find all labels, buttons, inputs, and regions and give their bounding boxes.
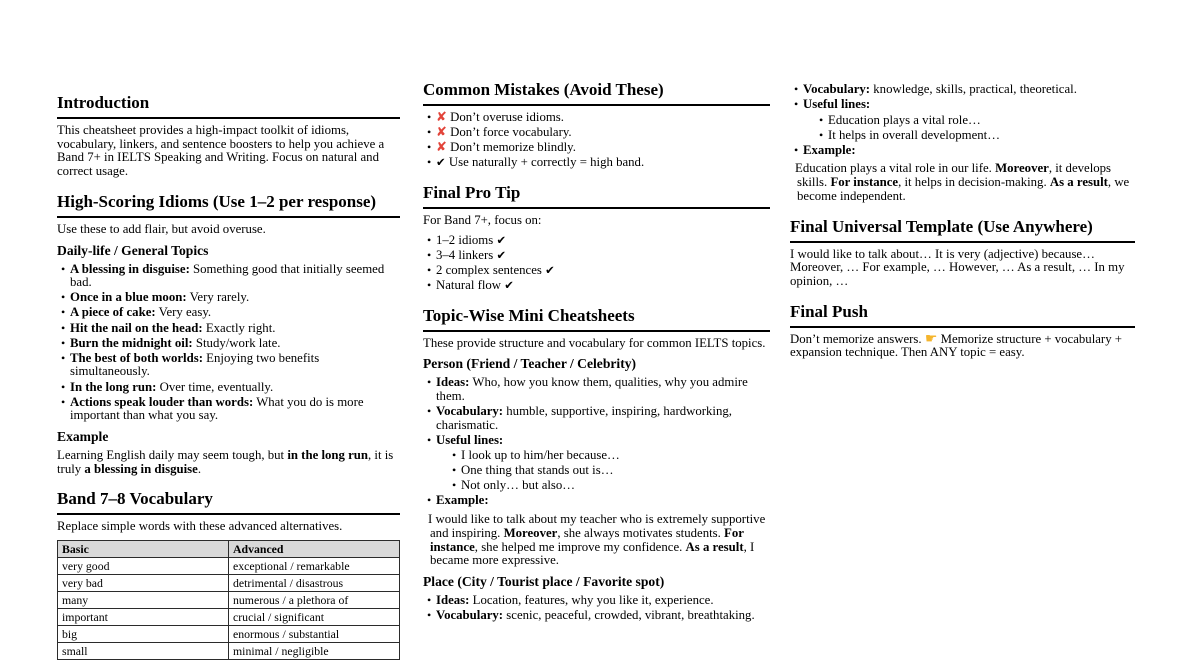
example-label: Example: [803,142,856,157]
example-bold: As a result [685,539,744,554]
check-icon: ✔ [496,247,507,262]
list-item [57,306,400,320]
table-cell: detrimental / disastrous [229,575,400,592]
push-text: Don’t memorize answers. [790,331,925,346]
ideas-text: Who, how you know them, qualities, why you admire them. [436,375,748,404]
list-item [57,322,400,336]
vocabulary-text: humble, supportive, inspiring, hardworking, charismatic. [436,404,732,432]
example-label: Example: [436,493,489,508]
example-bold: As a result [1049,175,1108,190]
list-item [57,337,400,351]
table-cell: enormous / substantial [229,626,400,643]
example-bold: For instance [830,175,899,190]
vocabulary-label: Vocabulary: [436,404,504,419]
list-item [423,156,770,170]
idioms-subheading: Daily-life / General Topics [57,242,209,258]
example-bold: Moreover [995,161,1049,176]
table-row [58,575,400,592]
idiom-definition: Very easy. [158,305,212,320]
list-item [423,111,770,125]
example-text: . [197,461,202,476]
protip-text: 2 complex sentences [436,262,542,277]
example-bold: in the long run [287,448,369,463]
education-example-paragraph [790,162,1135,203]
column-right [790,82,1135,366]
template-paragraph: I would like to talk about… It is very (adjective) because… Moreover, … For example, … However, … As a result, … In my opinion, … [790,246,1125,289]
protip-text: 3–4 linkers [436,247,494,262]
list-item [790,83,1135,97]
protip-heading: Final Pro Tip [423,183,770,209]
idiom-list [57,263,400,423]
idiom-definition: Enjoying two benefits simultaneously. [70,350,320,379]
person-example-paragraph [423,513,770,568]
idiom-term: The best of both worlds: [70,350,203,365]
idiom-term: Once in a blue moon: [70,290,187,305]
idiom-definition: Study/work late. [195,335,281,350]
example-text: , it is truly [57,448,394,476]
topicwise-intro: These provide structure and vocabulary for common IELTS topics. [423,335,766,350]
useful-line-text: Not only… but also… [461,478,576,493]
example-text: , she helped me improve my confidence. [474,539,686,554]
example-subheading: Example [57,429,109,445]
idiom-definition: Something good that initially seemed bad. [70,261,385,290]
list-item [423,609,770,623]
idiom-term: A blessing in disguise: [70,261,190,276]
table-row [58,592,400,609]
example-text: , we become independent. [797,175,1130,203]
vocabulary-intro: Replace simple words with these advanced alternatives. [57,519,343,534]
mistakes-list [423,111,770,170]
example-text: , she always motivates students. [557,525,725,540]
protip-list [423,234,770,293]
idiom-definition: Over time, eventually. [159,379,274,394]
list-item [448,464,770,478]
table-cell: very good [58,558,229,575]
list-item [57,352,400,379]
table-cell: crucial / significant [229,609,400,626]
example-text: Education plays a vital role in our life. [795,161,996,176]
example-bold: Moreover [503,525,558,540]
push-heading: Final Push [790,302,1135,328]
column-middle [423,80,770,628]
template-heading: Final Universal Template (Use Anywhere) [790,217,1135,243]
example-text: Learning English daily may seem tough, but [57,448,288,463]
table-cell: many [58,592,229,609]
list-item [423,234,770,248]
person-subheading: Person (Friend / Teacher / Celebrity) [423,356,637,372]
mistake-text: Don’t force vocabulary. [450,125,572,140]
list-item [57,381,400,395]
mistakes-heading: Common Mistakes (Avoid These) [423,80,770,106]
example-text: , it helps in decision-making. [898,175,1050,190]
table-cell: big [58,626,229,643]
idiom-definition: Very rarely. [189,290,250,305]
protip-text: 1–2 idioms [436,232,494,247]
list-item [423,494,770,508]
table-row [58,643,400,660]
table-cell: numerous / a plethora of [229,592,400,609]
list-item [448,449,770,463]
vocabulary-table [57,540,400,660]
list-item [423,126,770,140]
example-bold: For instance [430,525,744,554]
vocabulary-text: scenic, peaceful, crowded, vibrant, breathtaking. [506,608,755,623]
example-text: , I became more expressive. [430,539,755,568]
list-item [815,129,1135,143]
ideas-label: Ideas: [436,375,470,390]
list-item [448,479,770,493]
check-icon: ✔ [545,262,555,277]
table-cell: minimal / negligible [229,643,400,660]
idiom-definition: What you do is more important than what you say. [70,394,364,423]
tip-text: Use naturally + correctly = high band. [448,155,645,170]
list-item [423,279,770,293]
cross-icon: ✘ [436,140,447,156]
cross-icon: ✘ [436,110,447,126]
table-cell: small [58,643,229,660]
vocabulary-heading: Band 7–8 Vocabulary [57,489,400,515]
useful-lines-label: Useful lines: [436,433,504,448]
useful-lines-label: Useful lines: [803,97,871,112]
list-item [423,594,770,608]
list-item [423,405,770,432]
education-topic-list [790,83,1135,157]
example-text: , it develops skills. [797,161,1112,190]
vocabulary-text: knowledge, skills, practical, theoretical. [873,82,1077,97]
push-paragraph [790,330,1135,360]
cross-icon: ✘ [436,125,447,141]
idiom-term: In the long run: [70,379,157,394]
list-item [423,434,770,493]
protip-intro: For Band 7+, focus on: [423,213,542,228]
example-bold: a blessing in disguise [84,461,198,476]
mistake-text: Don’t overuse idioms. [450,110,564,125]
idiom-term: Actions speak louder than words: [70,394,254,409]
introduction-paragraph: This cheatsheet provides a high-impact toolkit of idioms, vocabulary, linkers, and sentence boosters to help you achieve a Band 7+ in IELTS Speaking and Writing. Focus on natural and correct usage. [57,123,385,179]
column-left [57,93,400,660]
introduction-heading: Introduction [57,93,400,119]
push-text: Memorize structure + vocabulary + expansion technique. Then ANY topic = easy. [790,331,1123,360]
vocabulary-label: Vocabulary: [436,608,504,623]
table-cell: very bad [58,575,229,592]
idioms-heading: High-Scoring Idioms (Use 1–2 per response) [57,192,400,218]
example-text: I would like to talk about my teacher who is extremely supportive and inspiring. [428,512,766,540]
list-item [423,141,770,155]
place-list [423,594,770,623]
mistake-text: Don’t memorize blindly. [450,140,576,155]
idiom-example-paragraph [57,449,400,476]
idioms-intro: Use these to add flair, but avoid overuse. [57,221,266,236]
idiom-term: A piece of cake: [70,305,156,320]
table-cell: exceptional / remarkable [229,558,400,575]
useful-lines-list [803,114,1135,143]
idiom-term: Burn the midnight oil: [70,335,193,350]
ideas-label: Ideas: [436,592,470,607]
list-item [57,291,400,305]
list-item [790,144,1135,158]
column-header-advanced: Advanced [229,541,400,558]
list-item [423,249,770,263]
vocabulary-label: Vocabulary: [803,82,871,97]
list-item [423,264,770,278]
pointing-right-icon: ☛ [924,330,938,347]
list-item [815,114,1135,128]
useful-line-text: I look up to him/her because… [461,448,620,463]
place-subheading: Place (City / Tourist place / Favorite spot) [423,573,665,589]
protip-text: Natural flow [436,278,502,293]
table-header-row [58,541,400,558]
list-item [57,263,400,290]
useful-lines-list [436,449,770,493]
table-row [58,626,400,643]
table-row [58,558,400,575]
useful-line-text: One thing that stands out is… [461,463,614,478]
table-row [58,609,400,626]
check-icon: ✔ [436,155,446,170]
list-item [790,98,1135,142]
useful-line-text: It helps in overall development… [828,127,1001,142]
ideas-text: Location, features, why you like it, experience. [472,592,714,607]
person-list [423,376,770,508]
list-item [57,396,400,423]
column-header-basic: Basic [58,541,229,558]
useful-line-text: Education plays a vital role… [828,112,981,127]
check-icon: ✔ [504,278,514,293]
check-icon: ✔ [496,232,507,247]
list-item [423,376,770,403]
idiom-term: Hit the nail on the head: [70,320,203,335]
idiom-definition: Exactly right. [205,320,276,335]
topicwise-heading: Topic-Wise Mini Cheatsheets [423,306,770,332]
table-cell: important [58,609,229,626]
